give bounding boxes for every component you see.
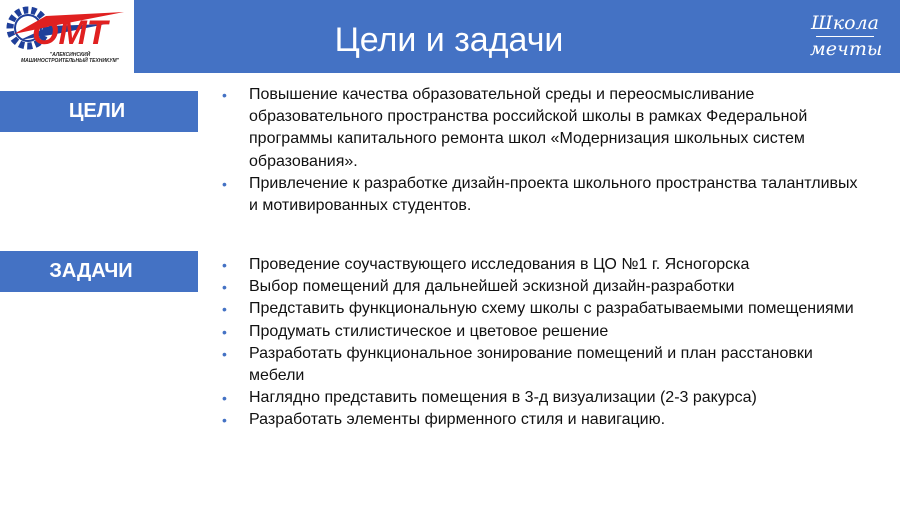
goals-list xyxy=(218,84,858,217)
list-item xyxy=(218,254,858,276)
logo-caption: "АЛЕКСИНСКИЙ МАШИНОСТРОИТЕЛЬНЫЙ ТЕХНИКУМ" xyxy=(20,52,119,64)
goals-label xyxy=(0,91,198,132)
list-item-text: Разработать функциональное зонирование помещений и план расстановки мебели xyxy=(249,344,813,385)
tasks-label xyxy=(0,251,198,292)
list-item xyxy=(218,84,858,173)
list-item-text: Проведение соучаствующего исследования в ЦО №1 г. Ясногорска xyxy=(249,256,750,273)
brand-divider xyxy=(816,36,874,37)
list-item xyxy=(218,343,858,387)
list-item xyxy=(218,387,858,409)
bullet-icon: • xyxy=(222,175,227,192)
gear-logo-icon xyxy=(6,4,128,54)
logo-text: ОМТ xyxy=(32,14,108,52)
bullet-icon: • xyxy=(222,301,227,318)
brand-logo xyxy=(806,6,886,66)
list-item xyxy=(218,321,858,343)
list-item xyxy=(218,173,858,217)
bullet-icon: • xyxy=(222,412,227,429)
bullet-icon: • xyxy=(222,345,227,362)
brand-line-2: мечты xyxy=(810,38,883,60)
brand-line-1: Школа xyxy=(811,12,879,34)
list-item-text: Выбор помещений для дальнейшей эскизной дизайн-разработки xyxy=(249,278,735,296)
list-item-text: Представить функциональную схему школы с разрабатываемыми помещениями xyxy=(249,300,854,318)
list-item xyxy=(218,298,858,320)
list-item-text: Привлечение к разработке дизайн-проекта школьного пространства талантливых и мотивированных студентов. xyxy=(249,174,858,215)
goals-label-text: ЦЕЛИ xyxy=(68,100,126,122)
bullet-icon: • xyxy=(222,390,227,407)
header-bar xyxy=(0,0,900,73)
bullet-icon: • xyxy=(222,87,227,103)
tasks-list xyxy=(218,254,858,432)
list-item-text: Повышение качества образовательной среды и переосмысливание образовательного пространства российской школы в рамках Федеральной программы капитального ремонта школ «Модернизация школьных систем образования». xyxy=(249,86,808,170)
list-item-text: Наглядно представить помещения в 3-д визуализации (2-3 ракурса) xyxy=(249,389,757,407)
list-item xyxy=(218,409,858,431)
bullet-icon: • xyxy=(222,323,227,340)
list-item-text: Продумать стилистическое и цветовое решение xyxy=(249,322,609,340)
list-item-text: Разработать элементы фирменного стиля и навигацию. xyxy=(249,411,666,429)
bullet-icon: • xyxy=(222,279,227,296)
bullet-icon: • xyxy=(222,257,227,273)
tasks-label-text: ЗАДАЧИ xyxy=(49,260,133,282)
logo xyxy=(0,0,134,73)
page-title: Цели и задачи xyxy=(334,21,564,59)
list-item xyxy=(218,276,858,298)
